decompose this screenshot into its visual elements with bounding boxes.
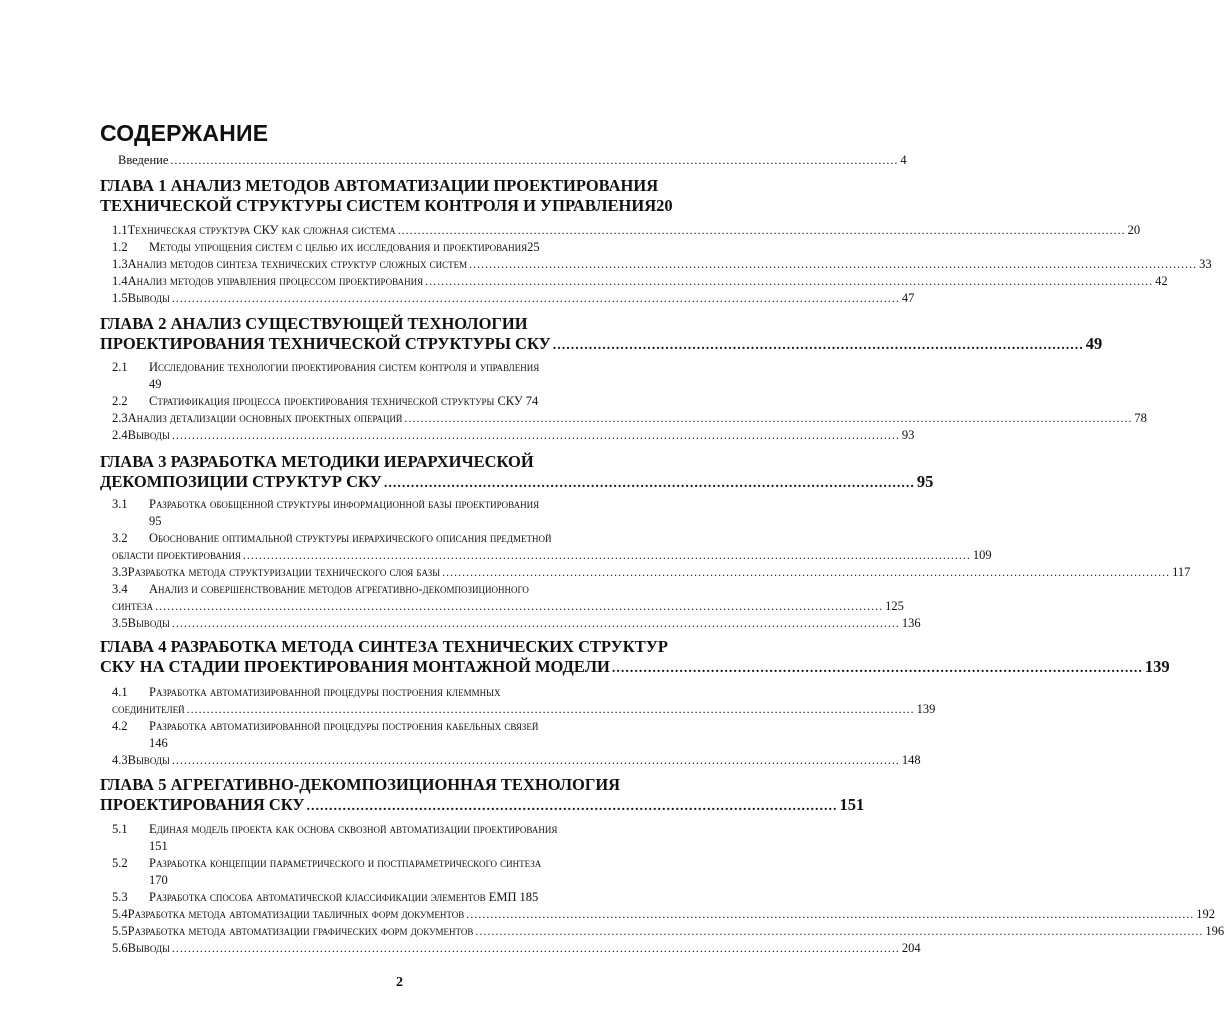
section-page: 74 [525, 394, 539, 408]
leader-dots: ...................................................................................................................................................................................... [475, 924, 1204, 938]
toc-section-1-3[interactable] [112, 257, 1212, 272]
section-number: 1.1 [112, 223, 128, 237]
chapter-5-title[interactable]: ГЛАВА 5 АГРЕГАТИВНО-ДЕКОМПОЗИЦИОННАЯ ТЕХНОЛОГИЯ [100, 775, 621, 794]
section-title: Анализ методов управления процессом проектирования [127, 274, 424, 288]
section-number: 1.2 [112, 240, 128, 254]
section-page: 117 [1172, 565, 1191, 579]
toc-section-1-1[interactable] [112, 223, 1141, 238]
section-number: 3.4 [112, 582, 128, 596]
leader-dots: ...................................................................................................................... [611, 661, 1143, 676]
leader-dots: ...................................................................................................................................................................................... [466, 907, 1195, 921]
leader-dots: ...................................................................................................................................................................................... [171, 616, 900, 630]
leader-dots: ...................................................................................................................................................................................... [155, 599, 884, 613]
section-title: Техническая структура СКУ как сложная система [127, 223, 396, 237]
section-page: 125 [885, 599, 904, 613]
section-title: Разработка метода структуризации технического слоя базы [127, 565, 441, 579]
section-number: 3.3 [112, 565, 128, 579]
chapter-1-page: 20 [656, 196, 673, 215]
leader-dots: ...................................................................................................................................................................................... [171, 941, 900, 955]
toc-section-2-3[interactable] [112, 411, 1147, 426]
section-number: 5.4 [112, 907, 128, 921]
section-title: Разработка способа автоматической классификации элементов ЕМП [149, 890, 517, 904]
section-page: 139 [916, 702, 936, 716]
toc-intro-label: Введение [118, 153, 169, 167]
toc-section-1-4[interactable] [112, 274, 1168, 289]
section-title: Разработка автоматизированной процедуры построения кабельных связей [149, 719, 539, 733]
toc-section-3-5[interactable] [112, 616, 921, 631]
section-title: Единая модель проекта как основа сквозной автоматизации проектирования [149, 822, 558, 836]
chapter-4-title-text: СКУ НА СТАДИИ ПРОЕКТИРОВАНИЯ МОНТАЖНОЙ МОДЕЛИ [100, 657, 610, 676]
section-number: 3.1 [112, 497, 128, 511]
leader-dots: ...................................................................................................................... [552, 338, 1084, 353]
section-number: 3.5 [112, 616, 128, 630]
leader-dots: ...................................................................................................................................................................................... [171, 753, 900, 767]
leader-dots: ...................................................................................................................................................................................... [171, 428, 900, 442]
section-title: Выводы [127, 753, 170, 767]
section-page: 148 [901, 753, 921, 767]
leader-dots: ...................................................................................................................................................................................... [242, 548, 971, 562]
leader-dots: ...................................................................................................................................................................................... [171, 291, 900, 305]
chapter-3-title-line2[interactable] [100, 472, 934, 492]
leader-dots: ...................................................................................................................................................................................... [397, 223, 1126, 237]
section-page: 47 [901, 291, 915, 305]
page-number: 2 [396, 975, 403, 990]
chapter-2-title-line2[interactable] [100, 334, 1103, 354]
section-number: 3.2 [112, 531, 128, 545]
chapter-1-title[interactable]: ГЛАВА 1 АНАЛИЗ МЕТОДОВ АВТОМАТИЗАЦИИ ПРОЕКТИРОВАНИЯ [100, 176, 659, 195]
leader-dots: ...................................................................................................................................................................................... [186, 702, 915, 716]
section-number: 1.3 [112, 257, 128, 271]
section-number: 5.6 [112, 941, 128, 955]
section-page: 93 [901, 428, 915, 442]
section-number: 2.4 [112, 428, 128, 442]
section-title: Разработка концепции параметрического и постпараметрического синтеза [149, 856, 542, 870]
toc-section-3-4[interactable] [112, 582, 529, 597]
toc-section-4-1-cont[interactable] [112, 702, 936, 717]
section-title: Выводы [127, 291, 170, 305]
section-number: 4.2 [112, 719, 128, 733]
section-number: 1.4 [112, 274, 128, 288]
leader-dots: ...................................................................................................................................................................................... [469, 257, 1198, 271]
section-number: 2.3 [112, 411, 128, 425]
toc-section-2-4[interactable] [112, 428, 915, 443]
section-page: 109 [972, 548, 992, 562]
section-title: Выводы [127, 941, 170, 955]
toc-section-3-1[interactable] [112, 497, 539, 512]
toc-section-5-3[interactable] [112, 890, 680, 905]
section-page: 25 [527, 240, 540, 254]
section-page: 151 [149, 839, 168, 853]
chapter-3-title[interactable]: ГЛАВА 3 РАЗРАБОТКА МЕТОДИКИ ИЕРАРХИЧЕСКОЙ [100, 452, 534, 471]
section-page: 95 [149, 514, 162, 528]
section-title: Разработка метода автоматизации графических форм документов [127, 924, 474, 938]
toc-section-4-3[interactable] [112, 753, 921, 768]
toc-section-5-6[interactable] [112, 941, 921, 956]
chapter-3-page: 95 [916, 472, 934, 491]
toc-section-3-2[interactable] [112, 531, 551, 546]
section-title: Разработка метода автоматизации табличных форм документов [127, 907, 465, 921]
section-page: 204 [901, 941, 921, 955]
section-page: 170 [149, 873, 168, 887]
section-title: Выводы [127, 428, 170, 442]
chapter-4-title[interactable]: ГЛАВА 4 РАЗРАБОТКА МЕТОДА СИНТЕЗА ТЕХНИЧЕСКИХ СТРУКТУР [100, 637, 668, 656]
toc-section-4-2[interactable] [112, 719, 538, 734]
chapter-5-page: 151 [839, 795, 865, 814]
section-number: 5.5 [112, 924, 128, 938]
section-page: 33 [1199, 257, 1212, 271]
section-number: 4.3 [112, 753, 128, 767]
section-number: 1.5 [112, 291, 128, 305]
page-title: СОДЕРЖАНИЕ [100, 120, 269, 146]
chapter-2-title-text: ПРОЕКТИРОВАНИЯ ТЕХНИЧЕСКОЙ СТРУКТУРЫ СКУ [100, 334, 551, 353]
toc-section-3-4-cont[interactable] [112, 599, 904, 614]
leader-dots: ...................................................................................................................... [383, 476, 915, 491]
leader-dots: ...................................................................................................................................................................................... [425, 274, 1154, 288]
section-title: Методы упрощения систем с целью их исследования и проектирования [149, 240, 528, 254]
section-page: 42 [1155, 274, 1168, 288]
section-title-cont: соединителей [112, 702, 185, 716]
toc-section-5-1[interactable] [112, 822, 557, 837]
section-page: 196 [1205, 924, 1224, 938]
toc-section-5-4[interactable] [112, 907, 1215, 922]
section-number: 5.1 [112, 822, 128, 836]
section-title: Исследование технологии проектирования систем контроля и управления [149, 360, 540, 374]
section-title: Разработка обобщенной структуры информационной базы проектирования [149, 497, 540, 511]
section-page: 78 [1134, 411, 1147, 425]
section-number: 2.2 [112, 394, 128, 408]
section-page: 20 [1127, 223, 1141, 237]
chapter-4-title-line2[interactable] [100, 657, 1170, 677]
toc-intro[interactable] [118, 153, 907, 168]
section-page: 146 [149, 736, 168, 750]
section-title: Разработка автоматизированной процедуры построения клеммных [149, 685, 501, 699]
chapter-1-title-text: ТЕХНИЧЕСКОЙ СТРУКТУРЫ СИСТЕМ КОНТРОЛЯ И УПРАВЛЕНИЯ [100, 196, 657, 215]
section-title: Выводы [127, 616, 170, 630]
section-title: Анализ детализации основных проектных операций [127, 411, 403, 425]
toc-section-4-1[interactable] [112, 685, 501, 700]
toc-section-3-3[interactable] [112, 565, 1191, 580]
section-title: Анализ и совершенствование методов агрегативно-декомпозиционного [149, 582, 529, 596]
toc-intro-page: 4 [900, 153, 907, 167]
toc-section-5-2[interactable] [112, 856, 541, 871]
chapter-2-title[interactable]: ГЛАВА 2 АНАЛИЗ СУЩЕСТВУЮЩЕЙ ТЕХНОЛОГИИ [100, 314, 528, 333]
toc-section-3-2-cont[interactable] [112, 548, 992, 563]
leader-dots: ...................................................................................................................................................................................... [442, 565, 1171, 579]
section-title-cont: синтеза [112, 599, 154, 613]
chapter-5-title-text: ПРОЕКТИРОВАНИЯ СКУ [100, 795, 305, 814]
section-page: 49 [149, 377, 162, 391]
section-title: Обоснование оптимальной структуры иерархического описания предметной [149, 531, 552, 545]
chapter-5-title-line2[interactable] [100, 795, 865, 815]
section-page: 192 [1196, 907, 1215, 921]
toc-section-2-2[interactable] [112, 394, 684, 409]
section-number: 5.2 [112, 856, 128, 870]
chapter-2-page: 49 [1085, 334, 1103, 353]
chapter-3-title-text: ДЕКОМПОЗИЦИИ СТРУКТУР СКУ [100, 472, 382, 491]
section-page: 185 [519, 890, 539, 904]
toc-section-1-2[interactable] [112, 240, 694, 255]
section-number: 2.1 [112, 360, 128, 374]
toc-section-5-5[interactable] [112, 924, 1224, 939]
chapter-4-page: 139 [1144, 657, 1170, 676]
leader-dots: ...................................................................................................................................................................................... [170, 153, 899, 167]
toc-section-1-5[interactable] [112, 291, 915, 306]
toc-section-2-1[interactable] [112, 360, 539, 375]
section-page: 136 [901, 616, 921, 630]
section-title-cont: области проектирования [112, 548, 241, 562]
chapter-1-title-line2[interactable] [100, 196, 688, 216]
section-number: 5.3 [112, 890, 128, 904]
section-title: Анализ методов синтеза технических структур сложных систем [127, 257, 468, 271]
section-number: 4.1 [112, 685, 128, 699]
leader-dots: ...................................................................................................................................................................................... [404, 411, 1133, 425]
section-title: Стратификация процесса проектирования технической структуры СКУ [149, 394, 523, 408]
leader-dots: ...................................................................................................................... [306, 799, 838, 814]
